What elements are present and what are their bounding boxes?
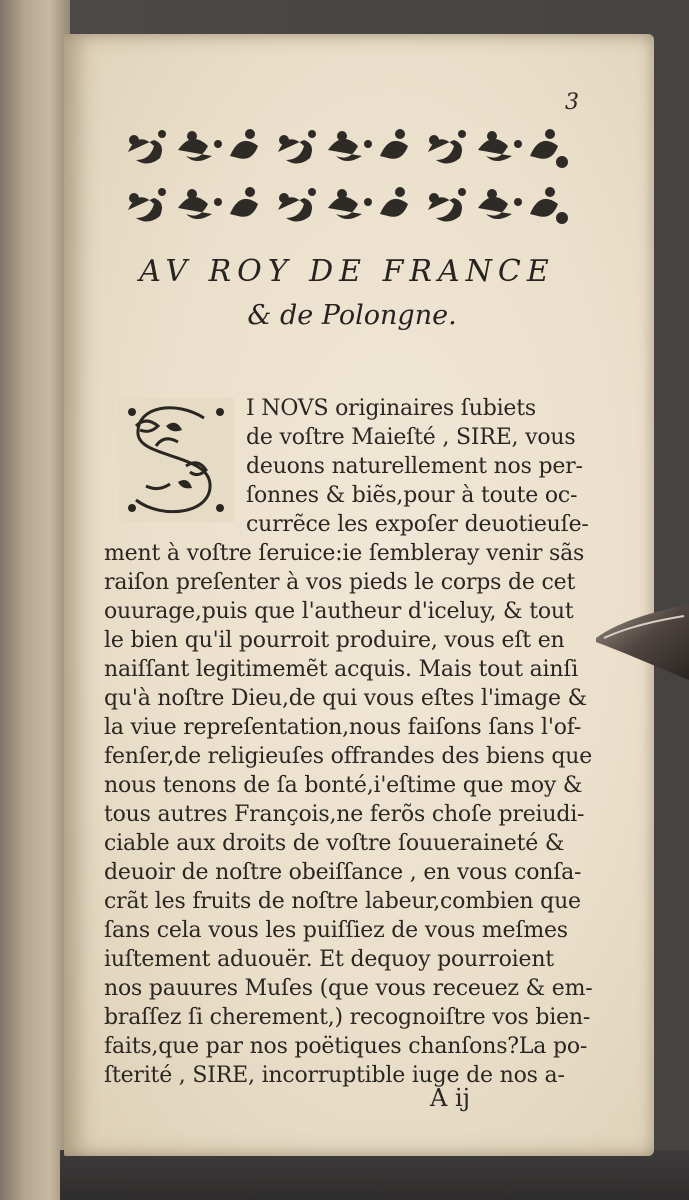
text-line: ſans cela vous les puiſſiez de vous meſmes: [104, 918, 568, 943]
text-line: ouurage,puis que l'autheur d'iceluy, & tout: [104, 599, 574, 624]
text-line: I NOVS originaires ſubiets: [246, 396, 536, 421]
text-line: qu'à noſtre Dieu,de qui vous eſtes l'image &: [104, 686, 587, 711]
text-line: iuſtement aduouër. Et dequoy pourroient: [104, 947, 554, 972]
floral-ornament-band: [122, 122, 574, 230]
page-subtitle: & de Polongne.: [247, 300, 457, 331]
page-number: 3: [565, 90, 579, 115]
text-line: crãt les fruits de noſtre labeur,combien que: [104, 889, 581, 914]
decorated-initial-s: [116, 396, 236, 524]
text-line: le bien qu'il pourroit produire, vous eſt en: [104, 628, 565, 653]
text-line: la viue repreſentation,nous faiſons ſans l'of-: [104, 715, 582, 740]
text-line: ment à voſtre ſeruice:ie ſembleray venir sãs: [104, 541, 585, 566]
page-edges: [0, 0, 70, 1200]
table-surface: [60, 1150, 689, 1200]
text-line: de voſtre Maieſté , SIRE, vous: [246, 425, 576, 450]
page-title: AV ROY DE FRANCE: [139, 254, 555, 289]
text-line: raiſon preſenter à vos pieds le corps de cet: [104, 570, 576, 595]
bookmark-clip-icon: [594, 604, 689, 680]
text-line: nos pauures Muſes (que vous receuez & em-: [104, 976, 593, 1001]
text-line: tous autres François,ne ferõs choſe preiudi-: [104, 802, 585, 827]
text-line: naiſſant legitimemẽt acquis. Mais tout ainſi: [104, 657, 579, 682]
text-line: nous tenons de ſa bonté,i'eſtime que moy &: [104, 773, 583, 798]
text-line: ſterité , SIRE, incorruptible iuge de nos a-: [104, 1063, 565, 1088]
text-line: deuons naturellement nos per-: [246, 454, 583, 479]
text-line: ciable aux droits de voſtre ſouueraineté &: [104, 831, 565, 856]
text-line: faits,que par nos poëtiques chanſons?La po-: [104, 1034, 588, 1059]
text-line: braſſez ſi cherement,) recognoiſtre vos bien-: [104, 1005, 591, 1030]
text-line: deuoir de noſtre obeiſſance , en vous conſa-: [104, 860, 582, 885]
text-line: fenſer,de religieuſes offrandes des biens que: [104, 744, 593, 769]
text-line: currẽce les expoſer deuotieuſe-: [246, 512, 589, 537]
signature-mark: A ij: [430, 1084, 471, 1112]
text-line: ſonnes & biẽs,pour à toute oc-: [246, 483, 578, 508]
